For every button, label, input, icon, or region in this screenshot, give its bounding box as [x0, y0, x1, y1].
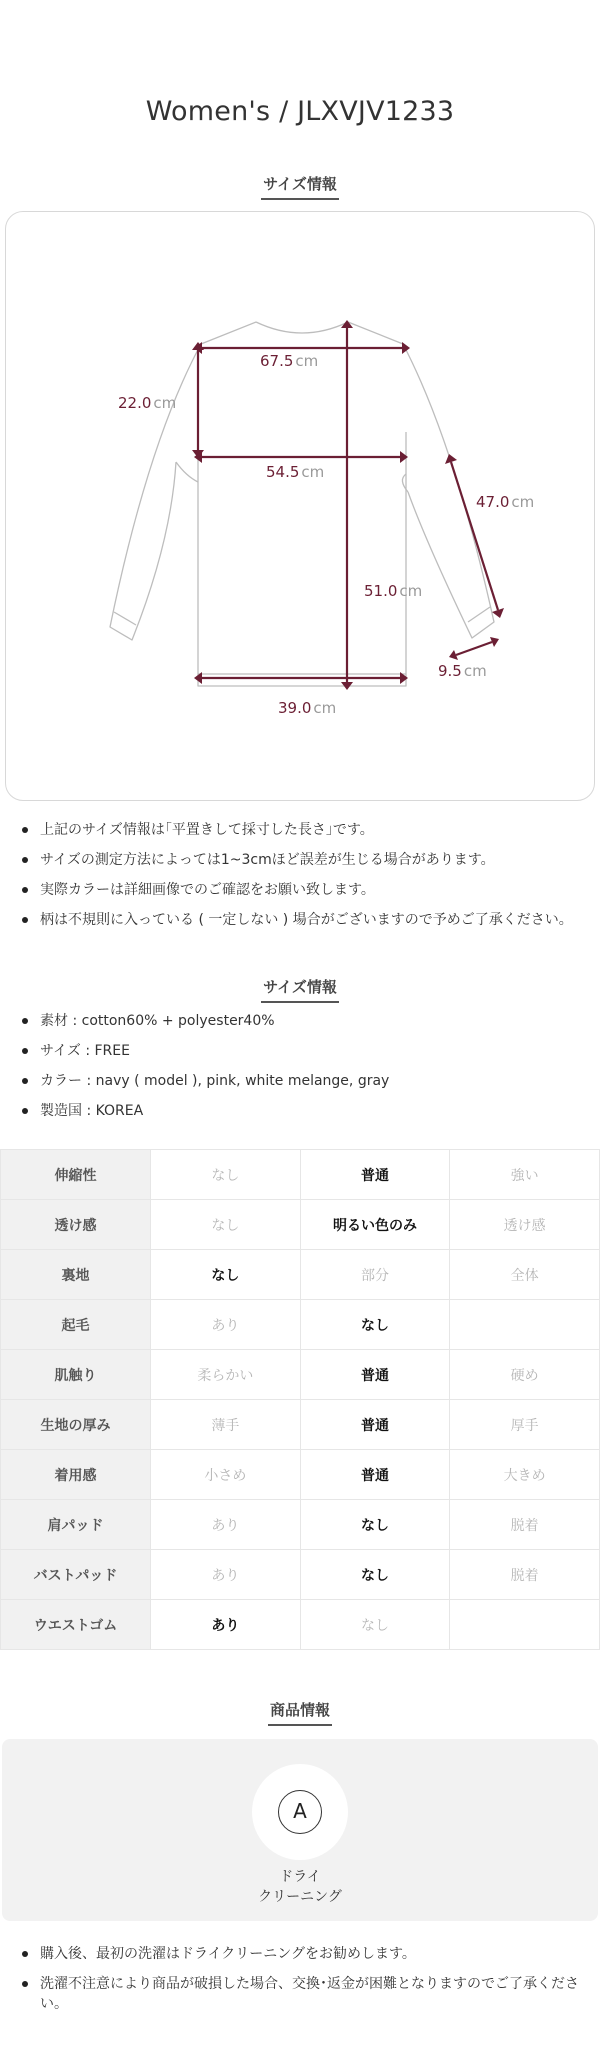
property-label: 肩パッド — [1, 1500, 151, 1550]
property-option: なし — [300, 1550, 450, 1600]
property-option — [450, 1300, 600, 1350]
table-row — [1, 1550, 600, 1600]
list-item: 洗濯不注意により商品が破損した場合、交換･返金が困難となりますのでご了承ください。 — [22, 1974, 582, 2014]
size-info-heading — [0, 173, 600, 200]
neckline-shape — [256, 322, 348, 333]
property-label: 着用感 — [1, 1450, 151, 1500]
table-row — [1, 1350, 600, 1400]
property-option: 薄手 — [151, 1400, 301, 1450]
list-item: 素材 : cotton60% + polyester40% — [22, 1011, 582, 1031]
measure-cuff-unit: cm — [463, 662, 487, 680]
table-row — [1, 1300, 600, 1350]
measure-cuff-label — [438, 662, 487, 680]
size-diagram — [5, 211, 595, 801]
size-notes-list — [22, 820, 582, 940]
list-item: 実際カラーは詳細画像でのご確認をお願い致します。 — [22, 880, 582, 900]
care-label-line1: ドライ — [279, 1869, 321, 1885]
property-label: 伸縮性 — [1, 1150, 151, 1200]
dry-cleaning-icon: A — [278, 1790, 322, 1834]
property-option: 明るい色のみ — [300, 1200, 450, 1250]
property-option: 柔らかい — [151, 1350, 301, 1400]
property-label: 透け感 — [1, 1200, 151, 1250]
measure-line-cuff — [456, 642, 492, 655]
measure-chest-unit: cm — [301, 463, 325, 481]
table-row — [1, 1500, 600, 1550]
property-option: 普通 — [300, 1450, 450, 1500]
measure-shoulder-drop-value: 22.0 — [118, 394, 152, 412]
spec-list — [22, 1011, 582, 1131]
property-option: 脱着 — [450, 1550, 600, 1600]
table-row — [1, 1400, 600, 1450]
table-row — [1, 1600, 600, 1650]
list-item: カラー : navy ( model ), pink, white melange, gray — [22, 1071, 582, 1091]
fabric-properties-table — [0, 1149, 600, 1650]
table-row — [1, 1200, 600, 1250]
list-item: 製造国 : KOREA — [22, 1101, 582, 1121]
measure-shoulder-drop-label — [118, 394, 176, 412]
property-option: 脱着 — [450, 1500, 600, 1550]
care-label-line2: クリーニング — [258, 1889, 342, 1905]
measure-hem-label — [278, 699, 336, 717]
property-option — [450, 1600, 600, 1650]
property-label: 起毛 — [1, 1300, 151, 1350]
measure-length-label — [364, 582, 422, 600]
property-option: 小さめ — [151, 1450, 301, 1500]
table-row — [1, 1250, 600, 1300]
measure-hem-unit: cm — [313, 699, 337, 717]
measure-chest-top-value: 67.5 — [260, 352, 294, 370]
property-option: 全体 — [450, 1250, 600, 1300]
property-label: 肌触り — [1, 1350, 151, 1400]
table-row — [1, 1150, 600, 1200]
care-icon-circle — [252, 1764, 348, 1860]
list-item: 購入後、最初の洗濯はドライクリーニングをお勧めします。 — [22, 1944, 582, 1964]
property-option: 強い — [450, 1150, 600, 1200]
list-item: サイズ : FREE — [22, 1041, 582, 1061]
measure-length-unit: cm — [399, 582, 423, 600]
measure-sleeve-unit: cm — [511, 493, 535, 511]
property-label: バストパッド — [1, 1550, 151, 1600]
measure-cuff-value: 9.5 — [438, 662, 462, 680]
measure-chest-top-label — [260, 352, 318, 370]
property-label: 裏地 — [1, 1250, 151, 1300]
list-item: サイズの測定方法によっては1~3cmほど誤差が生じる場合があります。 — [22, 850, 582, 870]
property-option: あり — [151, 1550, 301, 1600]
measure-sleeve-value: 47.0 — [476, 493, 510, 511]
property-label: ウエストゴム — [1, 1600, 151, 1650]
product-title: Women's / JLXVJV1233 — [145, 96, 455, 127]
property-option: 大きめ — [450, 1450, 600, 1500]
property-option: 部分 — [300, 1250, 450, 1300]
care-heading-text: 商品情報 — [268, 1699, 332, 1726]
list-item: 上記のサイズ情報は｢平置きして採寸した長さ｣です。 — [22, 820, 582, 840]
measure-shoulder-drop-unit: cm — [153, 394, 177, 412]
size-info-heading-text: サイズ情報 — [261, 173, 339, 200]
care-heading — [0, 1699, 600, 1726]
fabric-properties-body — [1, 1150, 600, 1650]
care-panel — [2, 1739, 598, 1921]
measure-chest-value: 54.5 — [266, 463, 300, 481]
property-label: 生地の厚み — [1, 1400, 151, 1450]
property-option: 普通 — [300, 1150, 450, 1200]
property-option: あり — [151, 1500, 301, 1550]
measure-hem-value: 39.0 — [278, 699, 312, 717]
measure-line-sleeve — [451, 462, 498, 610]
property-option: なし — [300, 1600, 450, 1650]
property-option: 硬め — [450, 1350, 600, 1400]
spec-heading — [0, 976, 600, 1003]
property-option: 厚手 — [450, 1400, 600, 1450]
measure-sleeve-label — [476, 493, 534, 511]
property-option: 透け感 — [450, 1200, 600, 1250]
spec-heading-text: サイズ情報 — [261, 976, 339, 1003]
care-notes-list — [22, 1944, 582, 2024]
measure-length-value: 51.0 — [364, 582, 398, 600]
property-option: あり — [151, 1300, 301, 1350]
property-option: 普通 — [300, 1400, 450, 1450]
property-option: なし — [151, 1150, 301, 1200]
left-sleeve-shape — [110, 344, 201, 640]
property-option: なし — [300, 1300, 450, 1350]
property-option: なし — [151, 1250, 301, 1300]
property-option: 普通 — [300, 1350, 450, 1400]
list-item: 柄は不規則に入っている ( 一定しない ) 場合がございますので予めご了承ください。 — [22, 910, 582, 930]
measure-chest-top-unit: cm — [295, 352, 319, 370]
property-option: あり — [151, 1600, 301, 1650]
property-option: なし — [151, 1200, 301, 1250]
care-label — [2, 1867, 598, 1907]
property-option: なし — [300, 1500, 450, 1550]
measure-chest-label — [266, 463, 324, 481]
table-row — [1, 1450, 600, 1500]
